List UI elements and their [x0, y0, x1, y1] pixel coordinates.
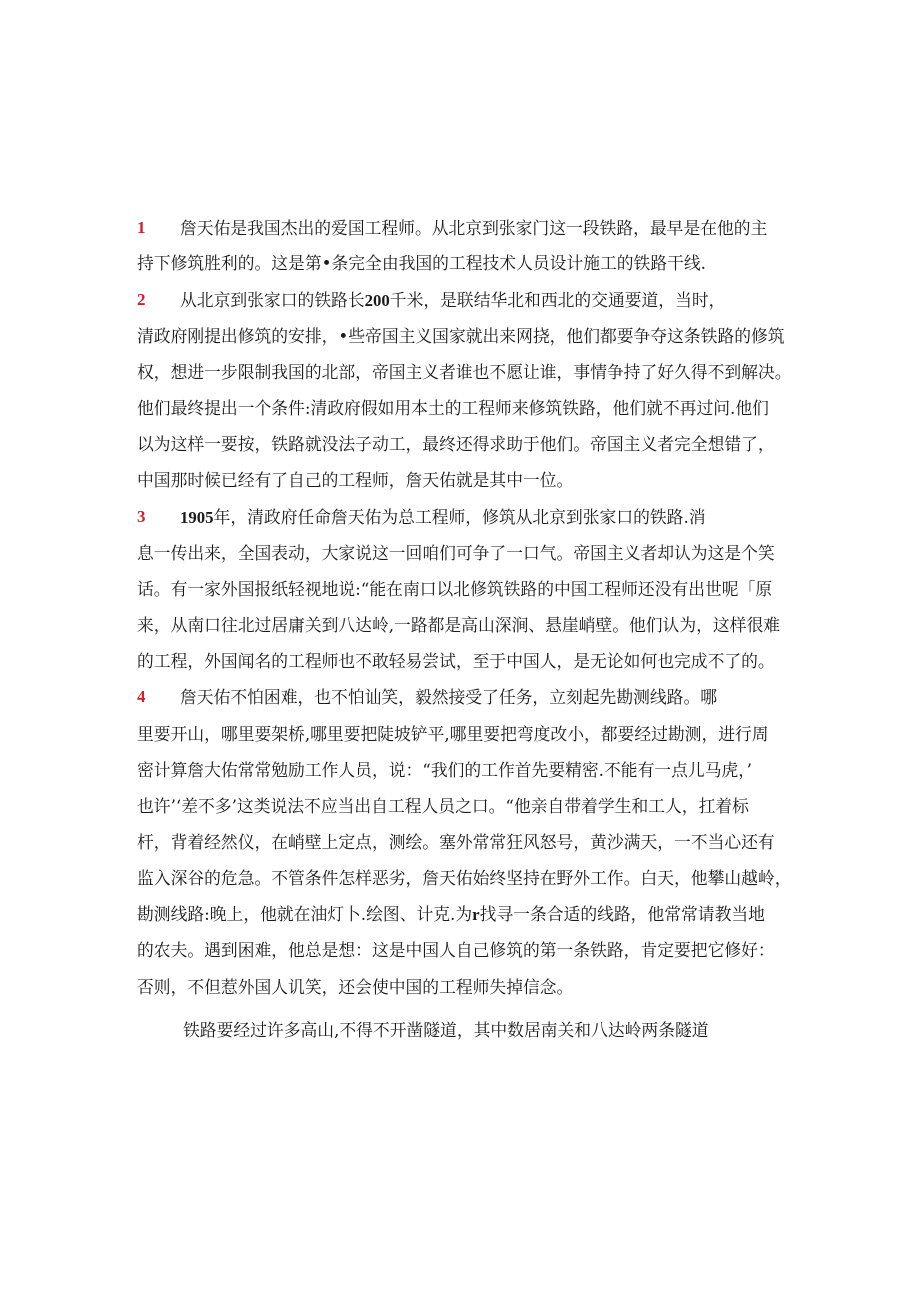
paragraph-line: 1905年，清政府任命詹天佑为总工程师，修筑从北京到张家口的铁路.消 — [180, 507, 706, 527]
paragraph-line: 的工程，外国闻名的工程师也不敢轻易尝试，至于中国人，是无论如何也完成不了的。 — [137, 651, 775, 671]
paragraph-line: 息一传出来，全国表动，大家说这一回咱们可争了一口气。帝国主义者却认为这是个笑 — [137, 543, 775, 563]
paragraph-line: 他们最终提出一个条件:清政府假如用本土的工程师来修筑铁路，他们就不再过问.他们 — [137, 398, 769, 418]
paragraph-line: 监入深谷的危急。不管条件怎样恶劣，詹天佑始终坚持在野外工作。白天，他攀山越岭， — [137, 868, 792, 888]
paragraph-line: 权，想进一步限制我国的北部，帝国主义者谁也不愿让谁，事情争持了好久得不到解决。 — [137, 362, 792, 382]
paragraph-line: 铁路要经过许多高山,不得不开凿隧道，其中数居南关和八达岭两条隧道 — [183, 1020, 709, 1040]
paragraph-line: 詹天佑是我国杰出的爱国工程师。从北京到张家门这一段铁路，最早是在他的主 — [180, 218, 768, 238]
paragraph-line: 勘测线路:晚上，他就在油灯卜.绘图、计克.为r找寻一条合适的线路，他常常请教当地 — [137, 904, 765, 924]
paragraph-line: 话。有一家外国报纸轻视地说:“能在南口以北修筑铁路的中国工程师还没有出世呢「原 — [137, 579, 773, 599]
paragraph-line: 杆，背着经然仪，在峭壁上定点，测绘。塞外常常狂风怒号，黄沙满天，一不当心还有 — [137, 832, 775, 852]
paragraph-line: 以为这样一要按，铁路就没法子动工，最终还得求助于他们。帝国主义者完全想错了， — [137, 434, 775, 454]
paragraph-line: 中国那时候已经有了自己的工程师，詹天佑就是其中一位。 — [137, 470, 574, 490]
paragraph-number: 1 — [137, 218, 146, 237]
paragraph-line: 持下修筑胜利的。这是第•条完全由我国的工程技术人员设计施工的铁路干线. — [137, 253, 707, 273]
paragraph-number: 4 — [137, 687, 146, 706]
paragraph-number: 2 — [137, 290, 146, 309]
paragraph-line: 密计算詹大佑常常勉励工作人员，说：“我们的工作首先要精密.不能有一点儿马虎，’ — [137, 760, 752, 780]
paragraph-line: 也许’‘差不多’这类说法不应当出自工程人员之口。“他亲自带着学生和工人，扛着标 — [137, 796, 749, 816]
paragraph-line: 的农夫。遇到困难，他总是想：这是中国人自己修筑的第一条铁路，肯定要把它修好： — [137, 940, 775, 960]
bold-number: 200 — [364, 291, 390, 310]
paragraph-line: 否则，不但惹外国人讥笑，还会使中国的工程师失掉信念。 — [137, 977, 574, 997]
bold-year: 1905 — [180, 508, 214, 527]
paragraph-number: 3 — [137, 507, 146, 526]
paragraph-line: 从北京到张家口的铁路长200千米，是联结华北和西北的交通要道，当时， — [180, 290, 726, 310]
paragraph-line: 詹天佑不怕困难，也不怕讪笑，毅然接受了任务，立刻起先勘测线路。哪 — [180, 687, 718, 707]
paragraph-line: 来，从南口往北过居庸关到八达岭,一路都是高山深涧、悬崖峭壁。他们认为，这样很难 — [137, 615, 781, 635]
paragraph-line: 里要开山，哪里要架桥,哪里要把陡坡铲平,哪里要把弯度改小，都要经过勘测，进行周 — [137, 724, 769, 744]
paragraph-line: 清政府刚提出修筑的安排，•些帝国主义国家就出来网挠，他们都要争夺这条铁路的修筑 — [137, 326, 785, 346]
